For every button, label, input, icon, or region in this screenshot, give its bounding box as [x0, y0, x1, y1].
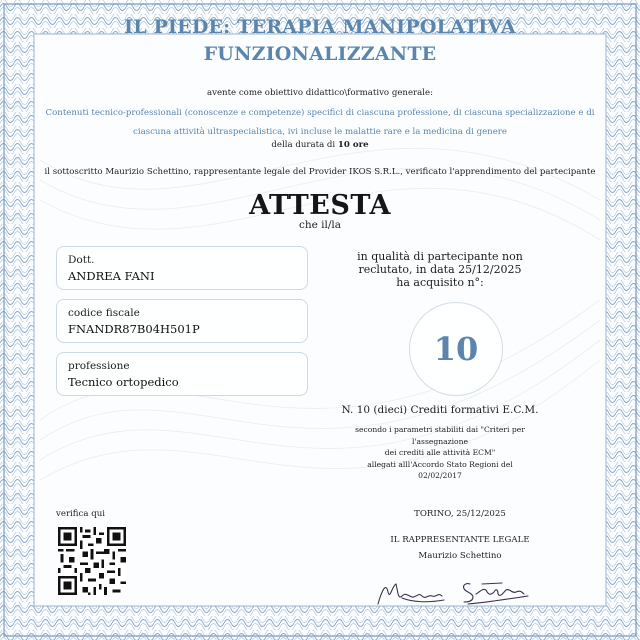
params-line-3: allegati alll'Accordo Stato Regioni del 02/02/2017 [367, 459, 513, 480]
handwritten-signature [372, 570, 542, 610]
profession-value: Tecnico ortopedico [68, 375, 179, 389]
signatory-statement: il sottoscritto Maurizio Schettino, rappresentante legale del Provider IKOS S.R.L., verificato l'apprendimento del partecipante [44, 167, 596, 177]
duration-value: 10 ore [337, 140, 369, 150]
params-line-1: secondo i parametri stabiliti dai "Criteri per l'assegnazione [355, 425, 525, 446]
place-date: TORINO, 25/12/2025 [414, 509, 506, 519]
objective-text: Contenuti tecnico-professionali (conoscenze e competenze) specifici di ciascuna professione, di ciascuna specializzazione e di ciascuna attività ultraspecialistica, ivi incluse le malattie rare e la medicina di genere [45, 108, 595, 137]
qr-code-icon[interactable] [58, 527, 126, 595]
fiscal-code-label: codice fiscale [68, 307, 140, 319]
credits-circle [409, 302, 503, 396]
participant-name: ANDREA FANI [68, 269, 155, 283]
participant-name-box [56, 246, 308, 290]
credits-parameters [352, 424, 528, 482]
duration-line [40, 140, 600, 150]
fiscal-code-box [56, 299, 308, 343]
duration-prefix: della durata di [271, 140, 336, 150]
award-statement: in qualità di partecipante non reclutato, in data 25/12/2025 ha acquisito n°: [357, 250, 523, 289]
credits-number: 10 [433, 330, 479, 368]
participant-title-label: Dott. [68, 254, 95, 266]
objective-intro: avente come obiettivo didattico\formativo generale: [206, 88, 434, 98]
profession-box [56, 352, 308, 396]
legal-representative-title: IL RAPPRESENTANTE LEGALE [390, 535, 530, 545]
verify-label: verifica qui [56, 509, 105, 519]
params-line-2: dei crediti alle attività ECM" [384, 448, 496, 457]
fiscal-code-value: FNANDR87B04H501P [68, 322, 200, 336]
attesta-heading: ATTESTA [249, 190, 391, 221]
legal-representative-name: Maurizio Schettino [418, 551, 502, 561]
profession-label: professione [68, 360, 130, 372]
attesta-subheading: che il/la [298, 219, 342, 231]
course-title: IL PIEDE: TERAPIA MANIPOLATIVA FUNZIONALIZZANTE [124, 16, 516, 65]
credits-text: N. 10 (dieci) Crediti formativi E.C.M. [341, 404, 539, 416]
